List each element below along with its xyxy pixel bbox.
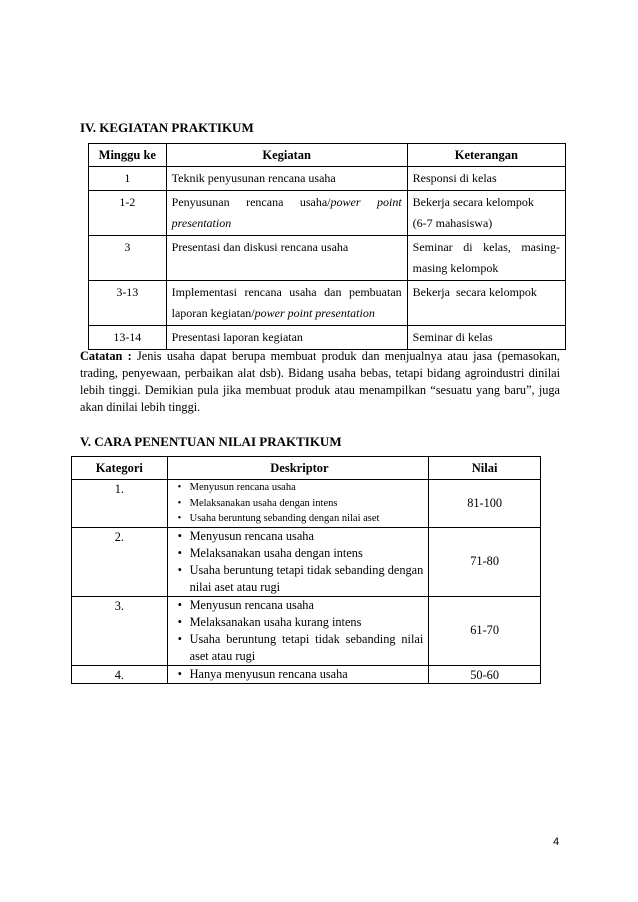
- deskriptor-list: [176, 597, 424, 665]
- cell-kategori: 1.: [72, 480, 168, 528]
- deskriptor-list: [176, 480, 424, 527]
- cell-keterangan: Bekerja secara kelompok: [407, 281, 565, 326]
- table-row: [72, 480, 541, 528]
- table-row: [89, 236, 566, 281]
- list-item: • Melaksanakan usaha kurang intens: [190, 614, 424, 631]
- cell-deskriptor: [167, 665, 429, 683]
- cell-kegiatan: Implementasi rencana usaha dan pembuatan laporan kegiatan/power point presentation: [166, 281, 407, 326]
- list-item: • Menyusun rencana usaha: [190, 597, 424, 614]
- list-item: • Usaha beruntung tetapi tidak sebanding dengan nilai aset atau rugi: [190, 562, 424, 596]
- penilaian-table: [71, 456, 541, 684]
- header-keterangan: Keterangan: [407, 144, 565, 167]
- cell-nilai: 50-60: [429, 665, 541, 683]
- header-minggu: Minggu ke: [89, 144, 167, 167]
- section-5-title: V. CARA PENENTUAN NILAI PRAKTIKUM: [80, 434, 342, 449]
- list-item: • Usaha beruntung tetapi tidak sebanding nilai aset atau rugi: [190, 631, 424, 665]
- note-label: Catatan :: [80, 349, 132, 363]
- note-text: Jenis usaha dapat berupa membuat produk dan menjualnya atau jasa (pemasokan, trading, penyewaan, perbaikan alat dsb). Bidang usaha bebas, tetapi bidang agroindustri dinilai lebih tinggi. Demikian pula jika membuat produk atau menampilkan “sesuatu yang baru”, juga akan dinilai lebih tinggi.: [80, 349, 561, 414]
- cell-kegiatan: [166, 191, 407, 236]
- kegiatan-text: Penyusunan rencana usaha/: [171, 195, 331, 209]
- cell-minggu: 1-2: [89, 191, 167, 236]
- table-header-row: [72, 457, 541, 480]
- cell-nilai: 61-70: [429, 596, 541, 665]
- header-nilai: Nilai: [429, 457, 541, 480]
- section-4-title: IV. KEGIATAN PRAKTIKUM: [80, 120, 254, 135]
- cell-kegiatan: Teknik penyusunan rencana usaha: [166, 167, 407, 191]
- cell-kategori: 3.: [72, 596, 168, 665]
- table-row: [72, 665, 541, 683]
- kegiatan-line-1: [172, 192, 402, 213]
- deskriptor-list: [176, 666, 424, 683]
- cell-kegiatan: Presentasi dan diskusi rencana usaha: [166, 236, 407, 281]
- header-deskriptor: Deskriptor: [167, 457, 429, 480]
- list-item: • Melaksanakan usaha dengan intens: [190, 545, 424, 562]
- cell-minggu: 13-14: [89, 326, 167, 350]
- table-row: [89, 191, 566, 236]
- cell-keterangan: Bekerja secara kelompok (6-7 mahasiswa): [407, 191, 565, 236]
- cell-nilai: 71-80: [429, 527, 541, 596]
- catatan-note: [80, 348, 560, 416]
- cell-deskriptor: [167, 527, 429, 596]
- cell-kategori: 2.: [72, 527, 168, 596]
- kegiatan-line-2: presentation: [171, 216, 232, 230]
- cell-keterangan: Seminar di kelas, masing-masing kelompok: [407, 236, 565, 281]
- cell-keterangan: Responsi di kelas: [407, 167, 565, 191]
- cell-minggu: 3: [89, 236, 167, 281]
- cell-deskriptor: [167, 596, 429, 665]
- table-header-row: [89, 144, 566, 167]
- cell-minggu: 3-13: [89, 281, 167, 326]
- table-row: [89, 326, 566, 350]
- kegiatan-italic: power point: [330, 195, 402, 209]
- cell-minggu: 1: [89, 167, 167, 191]
- table-row: [72, 596, 541, 665]
- deskriptor-list: [176, 528, 424, 596]
- header-kategori: Kategori: [72, 457, 168, 480]
- table-row: [89, 281, 566, 326]
- table-row: [72, 527, 541, 596]
- page-number: 4: [553, 836, 560, 848]
- cell-keterangan: Seminar di kelas: [407, 326, 565, 350]
- list-item: • Menyusun rencana usaha: [190, 480, 424, 496]
- list-item: • Hanya menyusun rencana usaha: [190, 666, 424, 683]
- table-row: [89, 167, 566, 191]
- cell-kategori: 4.: [72, 665, 168, 683]
- list-item: • Usaha beruntung sebanding dengan nilai aset: [190, 511, 424, 527]
- header-kegiatan: Kegiatan: [166, 144, 407, 167]
- cell-deskriptor: [167, 480, 429, 528]
- cell-kegiatan: Presentasi laporan kegiatan: [166, 326, 407, 350]
- kegiatan-table: [88, 143, 566, 350]
- cell-nilai: 81-100: [429, 480, 541, 528]
- list-item: • Menyusun rencana usaha: [190, 528, 424, 545]
- list-item: • Melaksanakan usaha dengan intens: [190, 496, 424, 512]
